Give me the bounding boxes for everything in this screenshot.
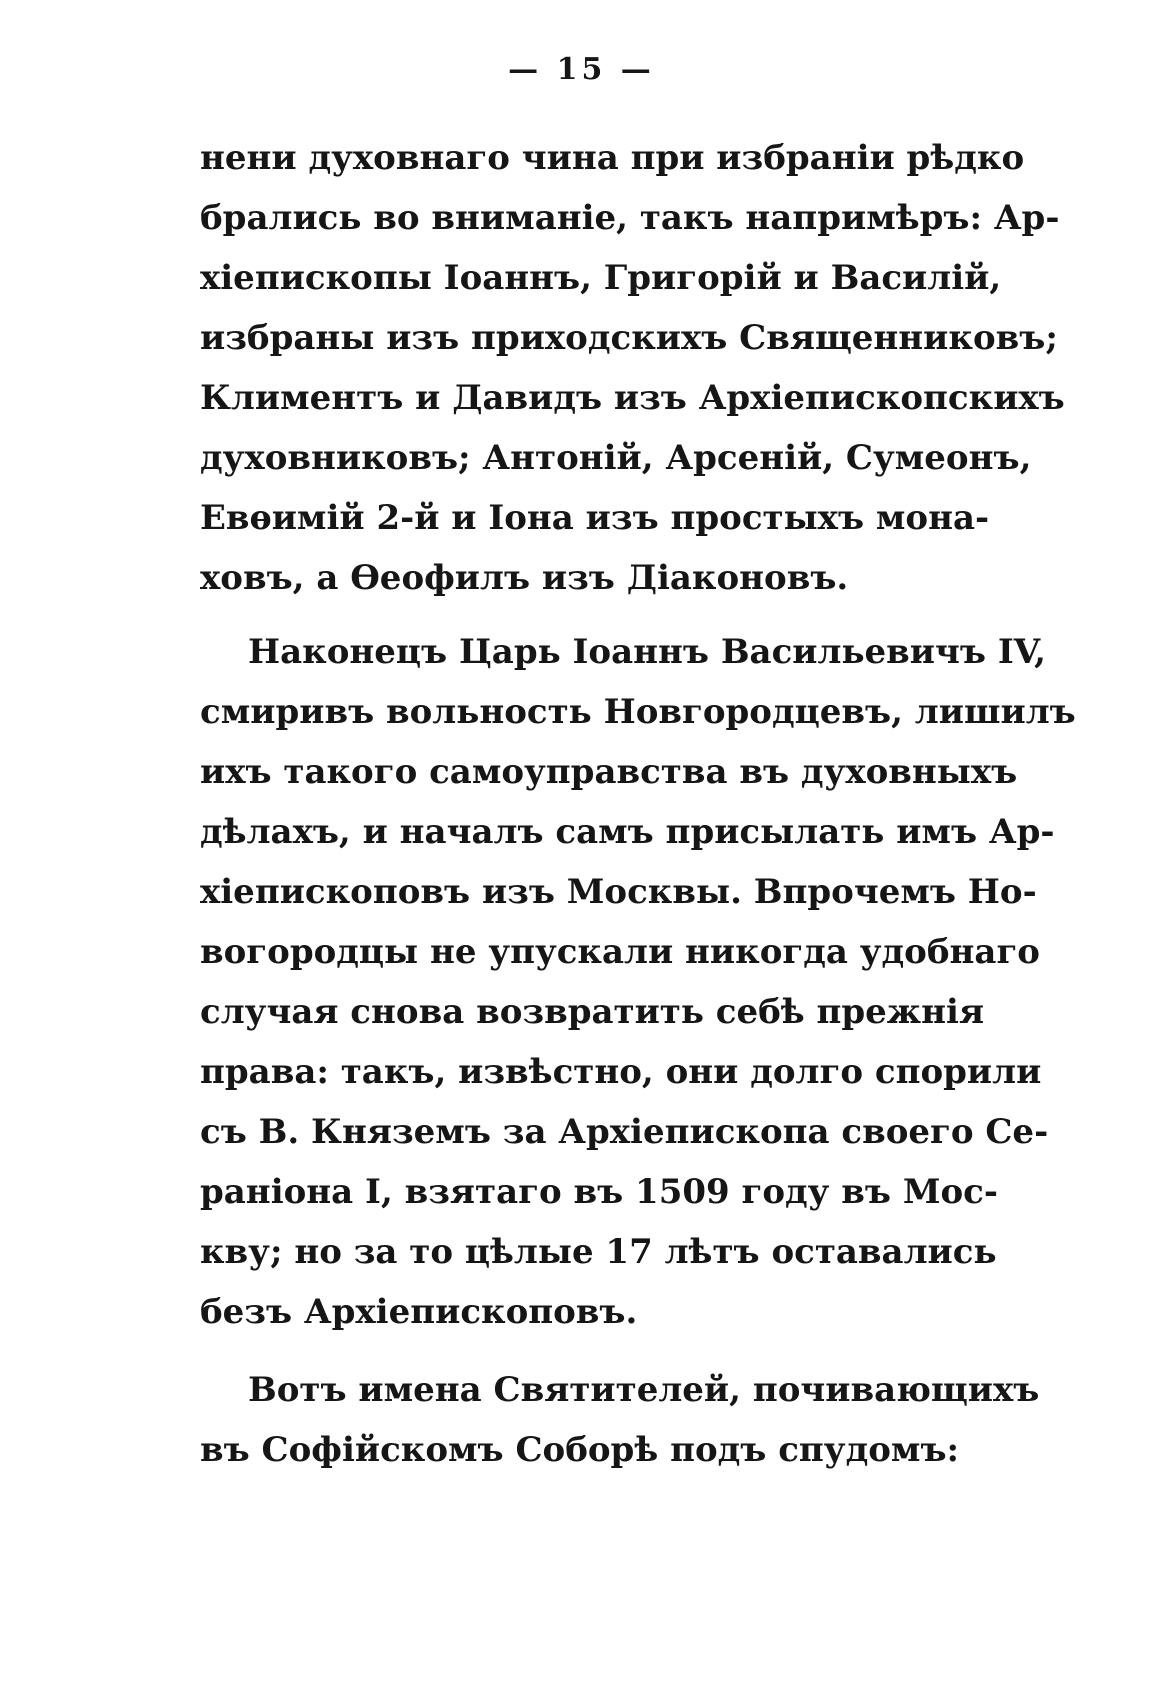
text-line: дѣлахъ, и началъ самъ присылать имъ Ар- <box>200 812 1055 852</box>
text-line: избраны изъ приходскихъ Священниковъ; <box>200 318 1058 358</box>
text-line: безъ Архіепископовъ. <box>200 1292 638 1332</box>
text-line: кву; но за то цѣлые 17 лѣтъ оставались <box>200 1232 997 1272</box>
text-line: ихъ такого самоуправства въ духовныхъ <box>200 752 1018 792</box>
text-line: права: такъ, извѣстно, они долго спорили <box>200 1052 1042 1092</box>
text-line: въ Софійскомъ Соборѣ подъ спудомъ: <box>200 1430 960 1470</box>
text-line: духовниковъ; Антоній, Арсеній, Сумеонъ, <box>200 438 1032 478</box>
text-line: Климентъ и Давидъ изъ Архіепископскихъ <box>200 378 1065 418</box>
text-line: хіепископы Іоаннъ, Григорій и Василій, <box>200 258 1002 298</box>
text-line: съ В. Княземъ за Архіепископа своего Се- <box>200 1112 1049 1152</box>
text-line: случая снова возвратить себѣ прежнія <box>200 992 985 1032</box>
paragraph-2 <box>200 622 1076 1342</box>
text-line: Вотъ имена Святителей, почивающихъ <box>248 1370 1040 1410</box>
text-line: Евѳимій 2-й и Іона изъ простыхъ мона- <box>200 498 990 538</box>
text-line: смиривъ вольность Новгородцевъ, лишилъ <box>200 692 1076 732</box>
text-line: Наконецъ Царь Іоаннъ Васильевичъ IV, <box>248 632 1047 672</box>
text-line: раніона I, взятаго въ 1509 году въ Мос- <box>200 1172 998 1212</box>
text-line: ховъ, а Ѳеофилъ изъ Діаконовъ. <box>200 558 849 598</box>
paragraph-3 <box>200 1360 1040 1480</box>
page-number: — 15 — <box>508 52 655 87</box>
text-line: брались во вниманіе, такъ напримѣръ: Ар- <box>200 198 1060 238</box>
text-line: вогородцы не упускали никогда удобнаго <box>200 932 1040 972</box>
text-line: хіепископовъ изъ Москвы. Впрочемъ Но- <box>200 872 1037 912</box>
paragraph-1 <box>200 128 1065 608</box>
text-line: нени духовнаго чина при избраніи рѣдко <box>200 138 1025 178</box>
